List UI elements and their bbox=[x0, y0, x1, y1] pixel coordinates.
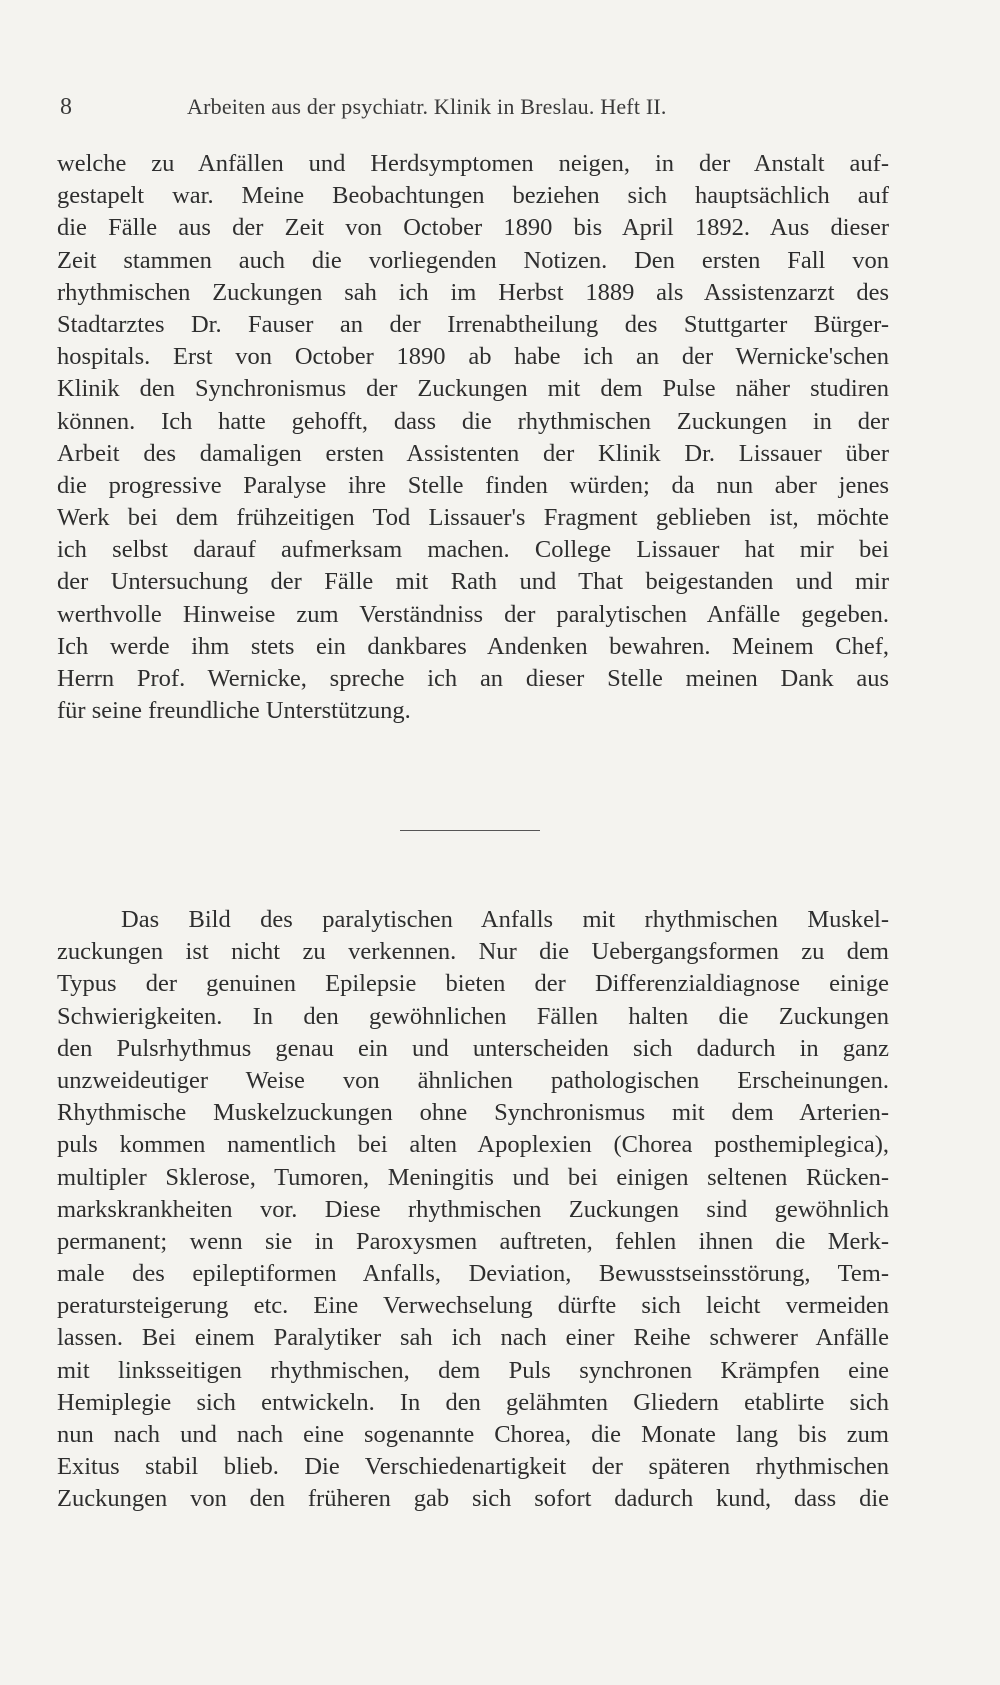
text-line: für seine freundliche Unterstützung. bbox=[57, 697, 411, 725]
text-line: unzweideutiger Weise von ähnlichen pathologischen Erscheinungen. bbox=[57, 1066, 889, 1094]
text-line: Das Bild des paralytischen Anfalls mit rhythmischen Muskel- bbox=[121, 906, 889, 933]
text-line: ich selbst darauf aufmerksam machen. College Lissauer hat mir bei bbox=[57, 536, 889, 564]
text-line: Stadtarztes Dr. Fauser an der Irrenabtheilung des Stuttgarter Bürger- bbox=[57, 310, 889, 338]
text-line: Hemiplegie sich entwickeln. In den gelähmten Gliedern etablirte sich bbox=[57, 1388, 889, 1416]
text-line: hospitals. Erst von October 1890 ab habe ich an der Wernicke'schen bbox=[57, 343, 889, 371]
text-line: Klinik den Synchronismus der Zuckungen mit dem Pulse näher studiren bbox=[57, 375, 889, 403]
text-line: Ich werde ihm stets ein dankbares Andenken bewahren. Meinem Chef, bbox=[57, 632, 889, 660]
text-line: die progressive Paralyse ihre Stelle finden würden; da nun aber jenes bbox=[57, 471, 889, 499]
running-head-title: Arbeiten aus der psychiatr. Klinik in Breslau. Heft II. bbox=[187, 94, 667, 119]
page-number: 8 bbox=[60, 94, 72, 120]
text-line: Exitus stabil blieb. Die Verschiedenartigkeit der späteren rhythmischen bbox=[57, 1453, 889, 1481]
text-line: Arbeit des damaligen ersten Assistenten der Klinik Dr. Lissauer über bbox=[57, 439, 889, 467]
text-line: Zuckungen von den früheren gab sich sofort dadurch kund, dass die bbox=[57, 1485, 889, 1513]
text-line: male des epileptiformen Anfalls, Deviation, Bewusstseinsstörung, Tem- bbox=[57, 1260, 889, 1288]
text-line: gestapelt war. Meine Beobachtungen beziehen sich hauptsächlich auf bbox=[57, 182, 889, 210]
text-line: Schwierigkeiten. In den gewöhnlichen Fällen halten die Zuckungen bbox=[57, 1002, 889, 1030]
text-line: permanent; wenn sie in Paroxysmen auftreten, fehlen ihnen die Merk- bbox=[57, 1227, 889, 1255]
text-line: Herrn Prof. Wernicke, spreche ich an dieser Stelle meinen Dank aus bbox=[57, 665, 889, 692]
text-line: Typus der genuinen Epilepsie bieten der Differenzialdiagnose einige bbox=[57, 970, 889, 998]
text-line: peratursteigerung etc. Eine Verwechselung dürfte sich leicht vermeiden bbox=[57, 1292, 889, 1320]
section-separator-rule bbox=[400, 830, 540, 831]
text-line: Werk bei dem frühzeitigen Tod Lissauer's Fragment geblieben ist, möchte bbox=[57, 504, 889, 532]
text-line: können. Ich hatte gehofft, dass die rhythmischen Zuckungen in der bbox=[57, 407, 889, 435]
text-line: den Pulsrhythmus genau ein und unterscheiden sich dadurch in ganz bbox=[57, 1034, 889, 1062]
text-line: mit linksseitigen rhythmischen, dem Puls synchronen Krämpfen eine bbox=[57, 1356, 889, 1384]
text-line: zuckungen ist nicht zu verkennen. Nur die Uebergangsformen zu dem bbox=[57, 938, 889, 966]
text-line: Zeit stammen auch die vorliegenden Notizen. Den ersten Fall von bbox=[57, 246, 889, 274]
text-line: der Untersuchung der Fälle mit Rath und That beigestanden und mir bbox=[57, 568, 889, 596]
text-line: markskrankheiten vor. Diese rhythmischen Zuckungen sind gewöhnlich bbox=[57, 1195, 889, 1223]
text-line: welche zu Anfällen und Herdsymptomen neigen, in der Anstalt auf- bbox=[57, 150, 889, 177]
text-line: lassen. Bei einem Paralytiker sah ich nach einer Reihe schwerer Anfälle bbox=[57, 1324, 889, 1352]
text-line: puls kommen namentlich bei alten Apoplexien (Chorea posthemiplegica), bbox=[57, 1131, 889, 1159]
text-line: werthvolle Hinweise zum Verständniss der paralytischen Anfälle gegeben. bbox=[57, 600, 889, 628]
text-line: rhythmischen Zuckungen sah ich im Herbst 1889 als Assistenzarzt des bbox=[57, 278, 889, 306]
text-line: Rhythmische Muskelzuckungen ohne Synchronismus mit dem Arterien- bbox=[57, 1099, 889, 1127]
paragraph-2 bbox=[57, 904, 889, 1516]
text-line: die Fälle aus der Zeit von October 1890 bis April 1892. Aus dieser bbox=[57, 214, 889, 242]
text-line: multipler Sklerose, Tumoren, Meningitis und bei einigen seltenen Rücken- bbox=[57, 1163, 889, 1191]
paragraph-1 bbox=[57, 148, 889, 727]
text-line: nun nach und nach eine sogenannte Chorea, die Monate lang bis zum bbox=[57, 1421, 889, 1448]
